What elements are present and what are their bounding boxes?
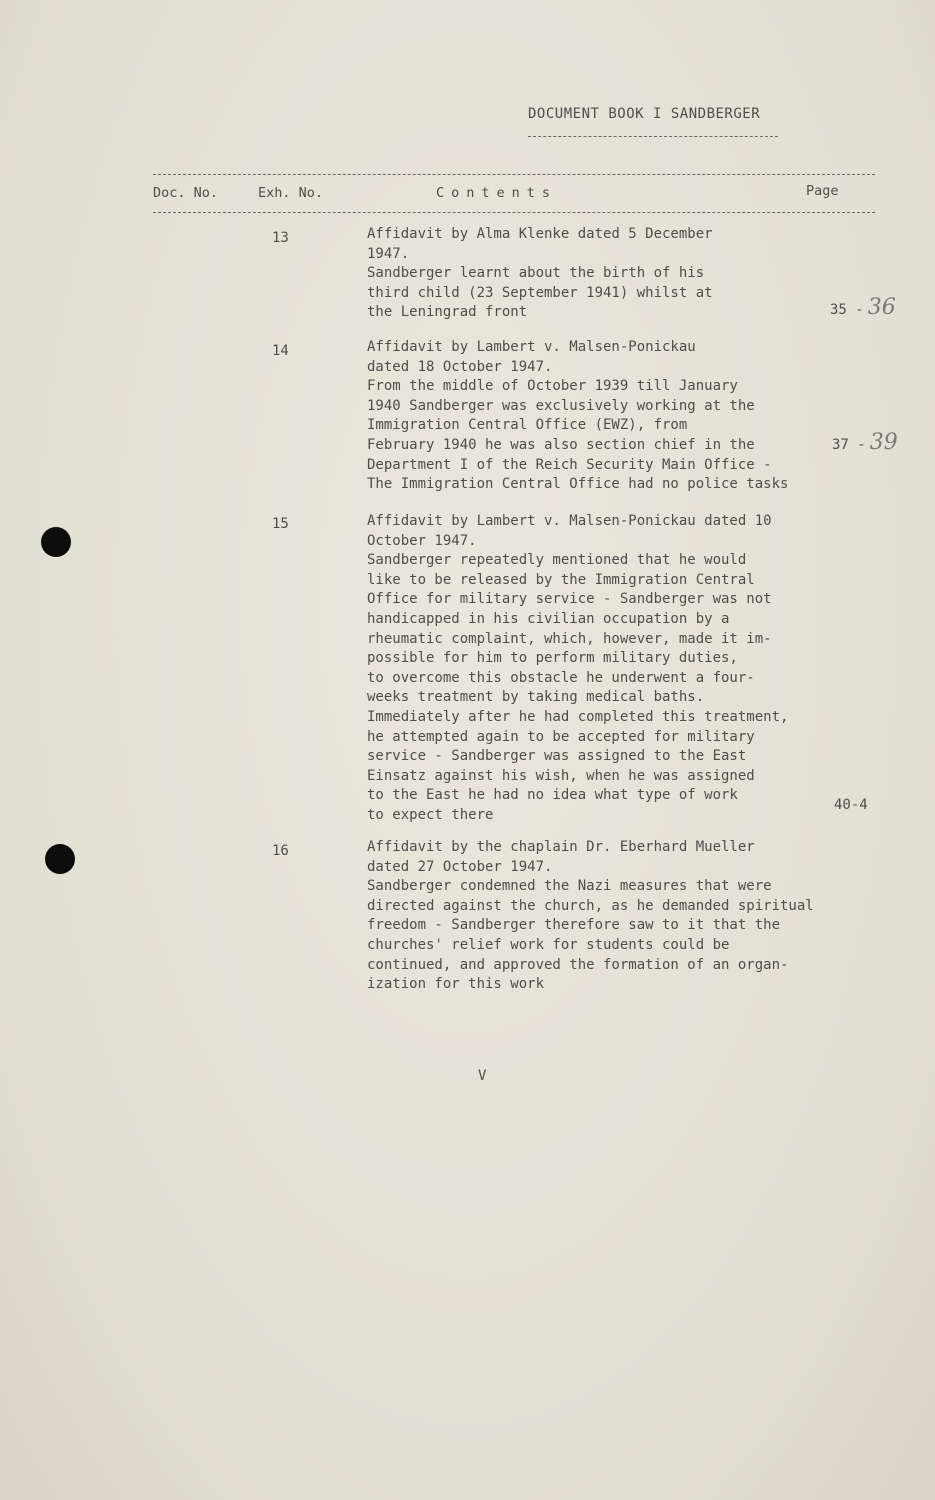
page-range-handwritten: 36: [867, 295, 896, 320]
entry-contents: Affidavit by Lambert v. Malsen-Ponickau dated 18 October 1947. From the middle of October 1939 till January 1940 Sandberger was exclusively working at the Immigration Central Office (EWZ), from February 1940 he was also section chief in the Department I of the Reich Security Main Office - The Immigration Central Office had no police tasks: [367, 339, 789, 493]
page-range-typed: 37 -: [832, 437, 866, 453]
doc-number: 13: [272, 230, 289, 246]
entry-contents: Affidavit by the chaplain Dr. Eberhard Mueller dated 27 October 1947. Sandberger condemned the Nazi measures that were directed against the church, as he demanded spiritual freedom - Sandberger therefore saw to it that the churches' relief work for students could be continued, and approved the formation of an organ- ization for this work: [367, 839, 814, 993]
doc-number: 15: [272, 516, 289, 532]
col-header-exh-no: Exh. No.: [258, 185, 324, 201]
page-number: V: [478, 1068, 487, 1084]
title-underline: [528, 136, 778, 137]
table-header-rule: [153, 212, 875, 213]
col-header-contents: Contents: [436, 185, 558, 201]
book-title: DOCUMENT BOOK I SANDBERGER: [528, 106, 761, 122]
page-range-typed: 35 -: [830, 302, 864, 318]
punch-hole: [45, 844, 75, 874]
doc-number: 14: [272, 343, 289, 359]
punch-hole: [41, 527, 71, 557]
entry-contents: Affidavit by Alma Klenke dated 5 December 1947. Sandberger learnt about the birth of his third child (23 September 1941) whilst at the Leningrad front: [367, 226, 713, 321]
col-header-doc-no: Doc. No.: [153, 185, 219, 201]
col-header-page: Page: [806, 183, 839, 199]
table-top-rule: [153, 174, 875, 175]
page-range-typed: 40-4: [834, 797, 868, 813]
entry-contents: Affidavit by Lambert v. Malsen-Ponickau dated 10 October 1947. Sandberger repeatedly mentioned that he would like to be released by the Immigration Central Office for military service - Sandberger was not handicapped in his civilian occupation by a rheumatic complaint, which, however, made it im- possible for him to perform military duties, to overcome this obstacle he underwent a four- weeks treatment by taking medical baths. Immediately after he had completed this treatment, he attempted again to be accepted for military service - Sandberger was assigned to the East Einsatz against his wish, when he was assigned to the East he had no idea what type of work to expect there: [367, 513, 789, 823]
page-range: [834, 797, 868, 813]
page-range: [830, 295, 896, 320]
page-range-handwritten: 39: [869, 430, 898, 455]
doc-number: 16: [272, 843, 289, 859]
page-range: [832, 430, 898, 455]
